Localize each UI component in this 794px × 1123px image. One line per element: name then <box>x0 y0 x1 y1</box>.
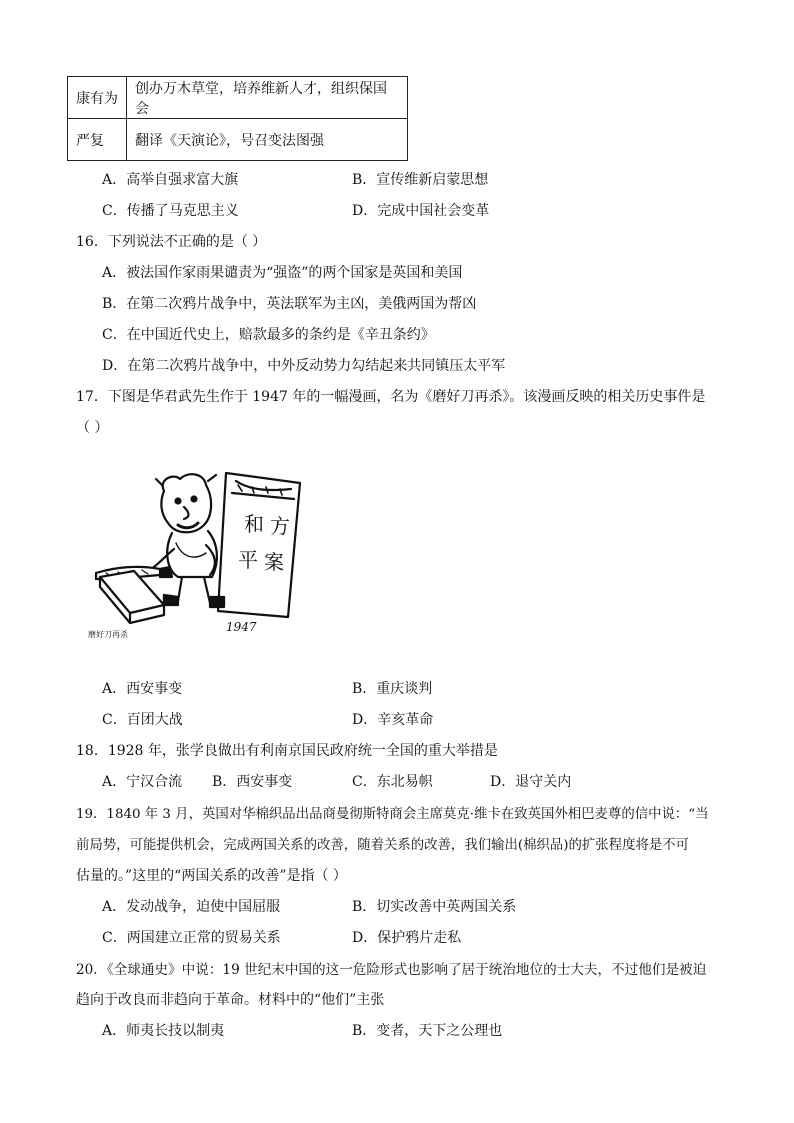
reformers-table <box>67 76 408 161</box>
q15-option-b: B．宣传维新启蒙思想 <box>352 172 489 188</box>
q20-option-a: A．师夷长技以制夷 <box>102 1023 225 1039</box>
q16-option-b: B．在第二次鸦片战争中，英法联军为主凶，美俄两国为帮凶 <box>102 296 477 312</box>
q18-option-b: B．西安事变 <box>212 774 293 790</box>
q17-stem-line2: （ ） <box>76 420 109 436</box>
q15-option-d: D．完成中国社会变革 <box>352 203 490 219</box>
q20-option-b: B．变者，天下之公理也 <box>352 1023 503 1039</box>
q20-stem-line2: 趋向于改良而非趋向于革命。材料中的“他们”主张 <box>76 992 385 1008</box>
q18-stem: 18．1928 年，张学良做出有利南京国民政府统一全国的重大举措是 <box>76 743 498 759</box>
q19-option-c: C．两国建立正常的贸易关系 <box>102 930 281 946</box>
table-row <box>68 119 408 161</box>
q16-stem: 16．下列说法不正确的是（ ） <box>76 234 267 250</box>
q18-option-c: C．东北易帜 <box>352 774 433 790</box>
q16-option-c: C．在中国近代史上，赔款最多的条约是《辛丑条约》 <box>102 327 435 343</box>
q19-stem-line1: 19．1840 年 3 月，英国对华棉织品出品商曼彻斯特商会主席莫克·维卡在致英国外相巴麦尊的信中说：“当 <box>76 807 709 822</box>
cartoon-image <box>86 465 316 640</box>
table-cell-content: 创办万木草堂，培养维新人才，组织保国会 <box>127 77 408 119</box>
q19-option-a: A．发动战争，迫使中国屈服 <box>102 899 281 915</box>
q17-option-d: D．辛亥革命 <box>352 712 434 728</box>
q17-stem-line1: 17．下图是华君武先生作于 1947 年的一幅漫画，名为《磨好刀再杀》。该漫画反映的相关历史事件是 <box>76 389 706 405</box>
q20-stem-line1: 20．《全球通史》中说：19 世纪末中国的这一危险形式也影响了居于统治地位的士大夫，不过他们是被迫 <box>76 962 707 978</box>
cartoon-sign-char: 案 <box>264 550 284 574</box>
q17-option-a: A．西安事变 <box>102 681 183 697</box>
table-cell-name: 严复 <box>68 119 127 161</box>
q19-stem-line3: 估量的。”这里的“两国关系的改善”是指（ ） <box>76 868 347 884</box>
q19-stem-line2: 前局势，可能提供机会，完成两国关系的改善，随着关系的改善，我们输出(棉织品)的扩张程度将是不可 <box>76 838 690 853</box>
cartoon-sign-char: 平 <box>238 548 258 572</box>
cartoon-sign-char: 和 <box>244 512 264 536</box>
q17-option-c: C．百团大战 <box>102 712 183 728</box>
q17-option-b: B．重庆谈判 <box>352 681 433 697</box>
cartoon-caption: 磨好刀再杀 <box>88 630 128 639</box>
cartoon-year: 1947 <box>226 620 257 634</box>
q15-option-c: C．传播了马克思主义 <box>102 203 239 219</box>
q15-option-a: A．高举自强求富大旗 <box>102 172 239 188</box>
q16-option-a: A．被法国作家雨果谴责为“强盗”的两个国家是英国和美国 <box>102 265 463 281</box>
q19-option-b: B．切实改善中英两国关系 <box>352 899 517 915</box>
table-cell-name: 康有为 <box>68 77 127 119</box>
q16-option-d: D．在第二次鸦片战争中，中外反动势力勾结起来共同镇压太平军 <box>102 358 506 374</box>
q18-option-a: A．宁汉合流 <box>102 774 183 790</box>
cartoon-drawing <box>86 465 316 640</box>
q19-option-d: D．保护鸦片走私 <box>352 930 462 946</box>
table-row <box>68 77 408 119</box>
q18-option-d: D．退守关内 <box>490 774 572 790</box>
cartoon-sign-char: 方 <box>270 514 290 538</box>
table-cell-content: 翻译《天演论》，号召变法图强 <box>127 119 408 161</box>
